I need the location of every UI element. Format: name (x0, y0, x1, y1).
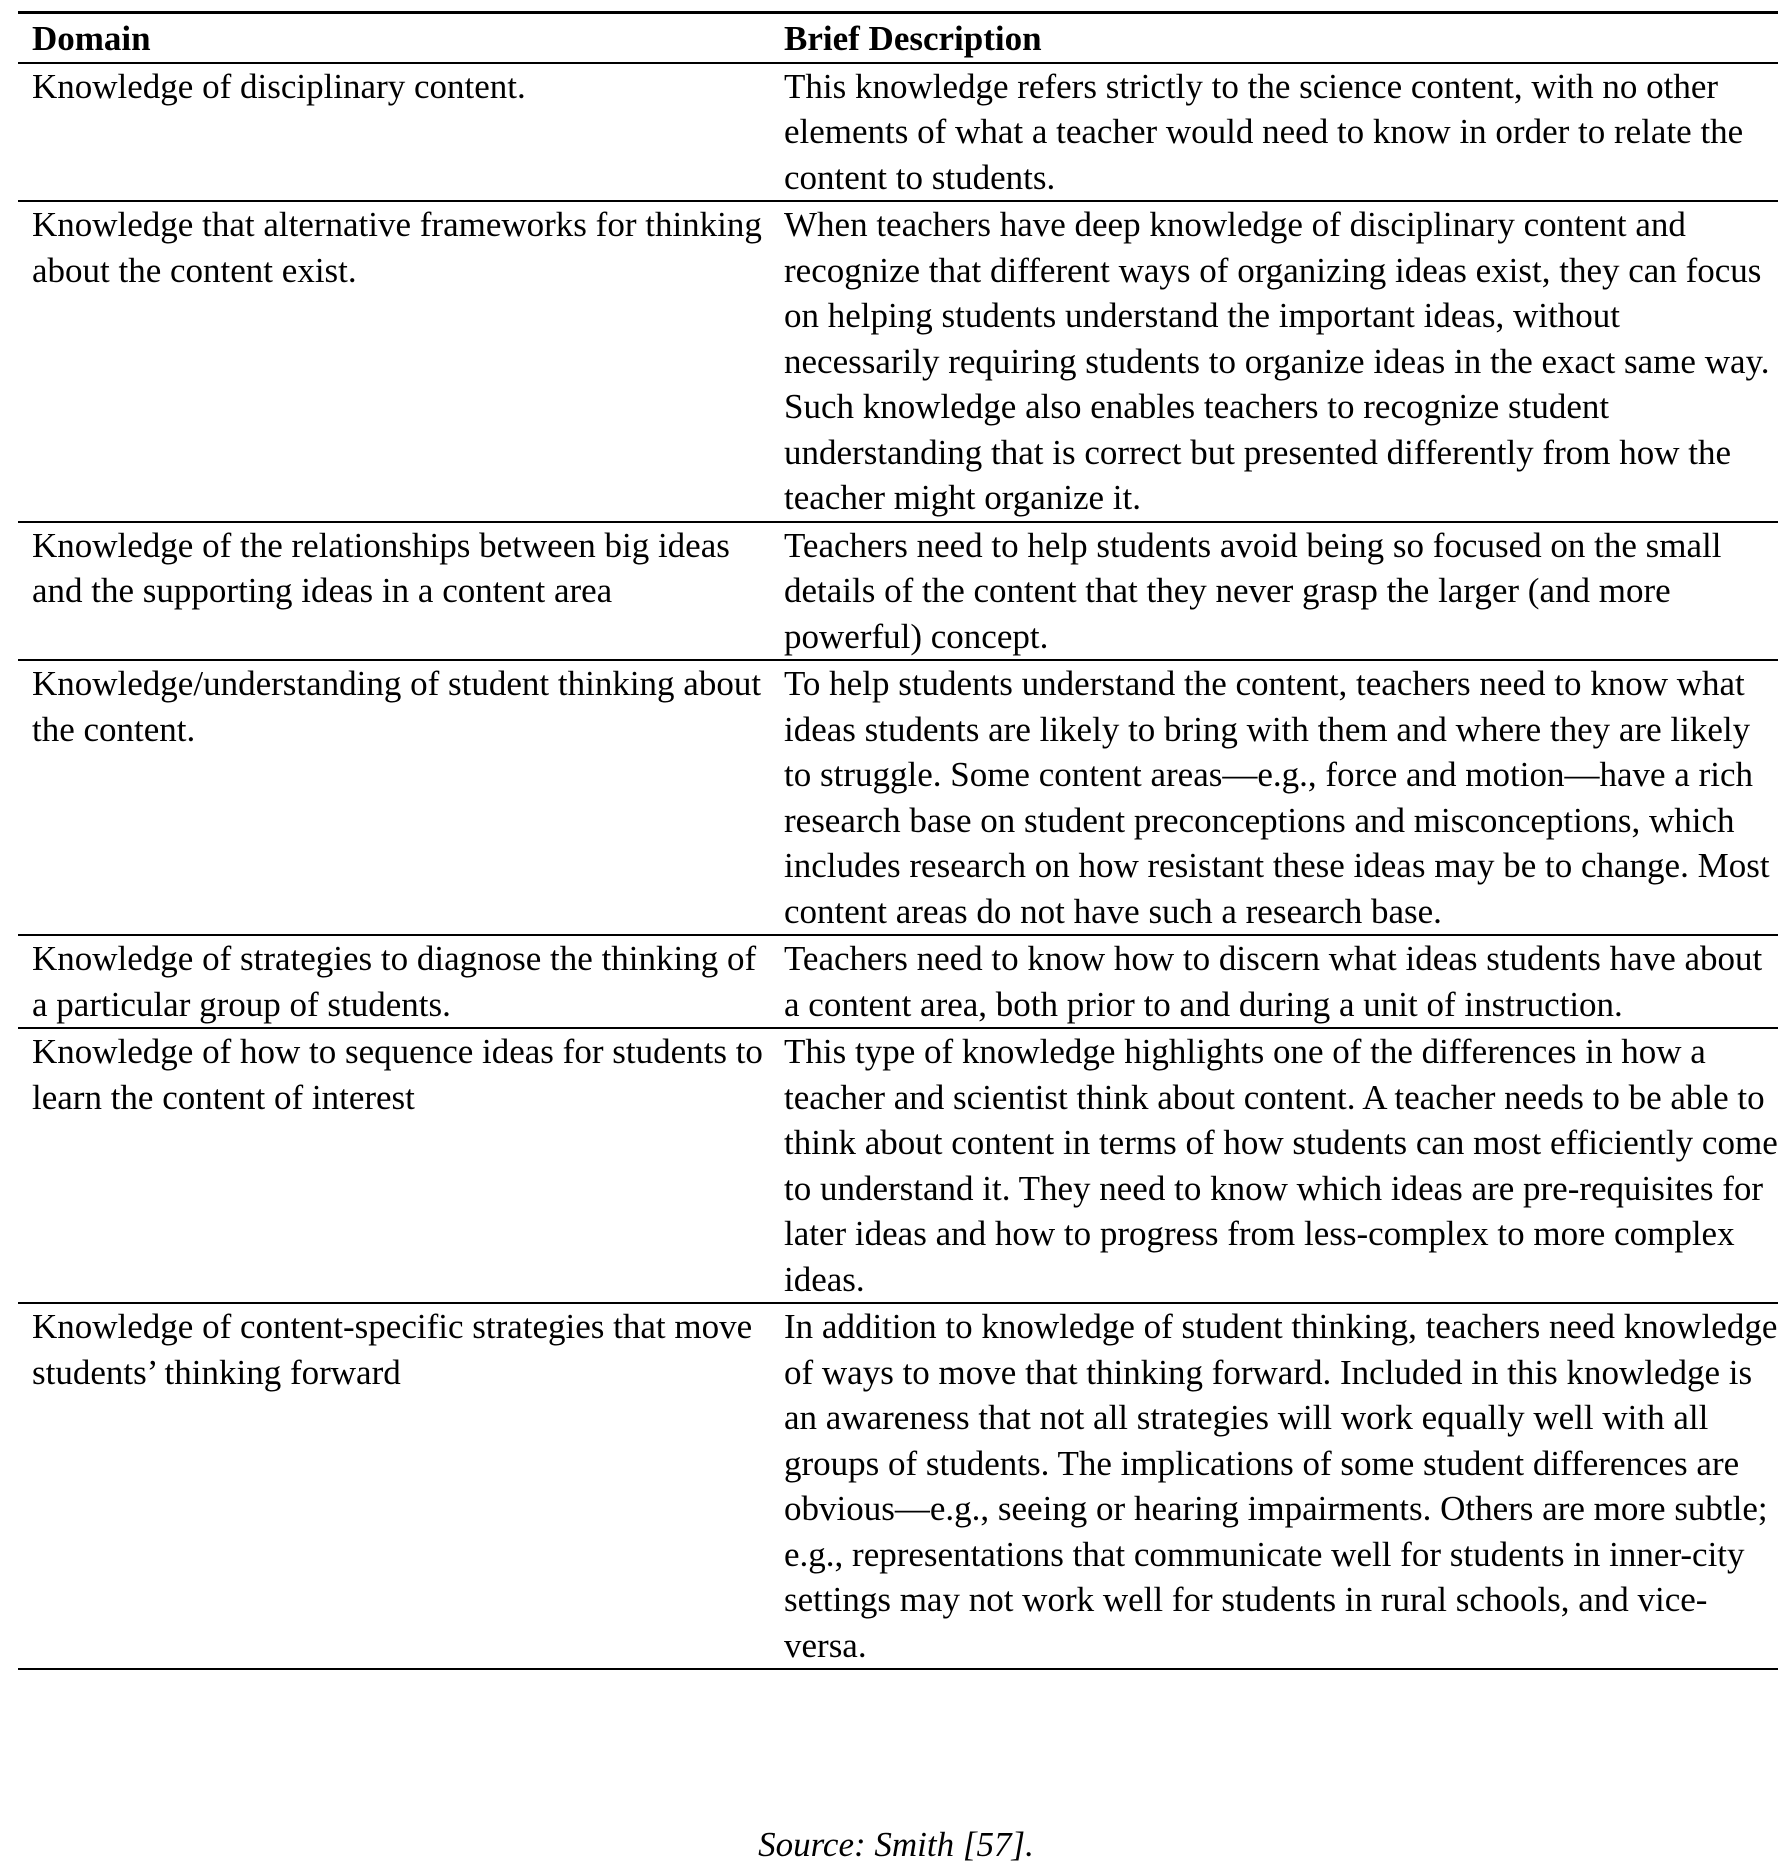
domain-cell: Knowledge/understanding of student thinking about the content. (32, 664, 762, 749)
description-cell: Teachers need to know how to discern what ideas students have about a content area, both prior to and during a unit of instruction. (784, 939, 1763, 1024)
domain-table (18, 11, 1778, 1670)
table-row (18, 660, 1778, 935)
description-cell: To help students understand the content, teachers need to know what ideas students are likely to bring with them and where they are likely to struggle. Some content areas—e.g., force and motion—have a rich research base on student preconceptions and misconceptions, which includes research on how resistant these ideas may be to change. Most content areas do not have such a research base. (784, 664, 1770, 931)
header-brief-description: Brief Description (784, 19, 1042, 58)
table-row (18, 1028, 1778, 1303)
description-cell: When teachers have deep knowledge of disciplinary content and recognize that different ways of organizing ideas exist, they can focus on helping students understand the important ideas, without necessarily requiring students to organize ideas in the exact same way. Such knowledge also enables teachers to recognize student understanding that is correct but presented differently from how the teacher might organize it. (784, 205, 1770, 517)
table-row (18, 63, 1778, 202)
domain-cell: Knowledge of content-specific strategies that move students’ thinking forward (32, 1307, 753, 1392)
description-cell: This type of knowledge highlights one of the differences in how a teacher and scientist think about content. A teacher needs to be able to think about content in terms of how students can most efficiently come to understand it. They need to know which ideas are pre-requisites for later ideas and how to progress from less-complex to more complex ideas. (784, 1032, 1778, 1299)
table-row (18, 1303, 1778, 1669)
table-row (18, 935, 1778, 1028)
table-row (18, 201, 1778, 522)
domain-table-container (18, 11, 1778, 1670)
domain-cell: Knowledge of how to sequence ideas for students to learn the content of interest (32, 1032, 763, 1117)
source-note: Source: Smith [57]. (758, 1825, 1034, 1864)
description-cell: Teachers need to help students avoid being so focused on the small details of the content that they never grasp the larger (and more powerful) concept. (784, 525, 1722, 656)
description-cell: This knowledge refers strictly to the science content, with no other elements of what a teacher would need to know in order to relate the content to students. (784, 66, 1744, 197)
table-row (18, 522, 1778, 661)
domain-cell: Knowledge of the relationships between big ideas and the supporting ideas in a content area (32, 525, 730, 610)
domain-cell: Knowledge of strategies to diagnose the thinking of a particular group of students. (32, 939, 757, 1024)
domain-cell: Knowledge of disciplinary content. (32, 66, 526, 106)
description-cell: In addition to knowledge of student thinking, teachers need knowledge of ways to move that thinking forward. Included in this knowledge is an awareness that not all strategies will work equally well with all groups of students. The implications of some student differences are obvious—e.g., seeing or hearing impairments. Others are more subtle; e.g., representations that communicate well for students in inner-city settings may not work well for students in rural schools, and vice-versa. (784, 1307, 1778, 1665)
table-header-row (18, 13, 1778, 63)
header-domain: Domain (32, 19, 151, 58)
domain-cell: Knowledge that alternative frameworks for thinking about the content exist. (32, 205, 762, 290)
